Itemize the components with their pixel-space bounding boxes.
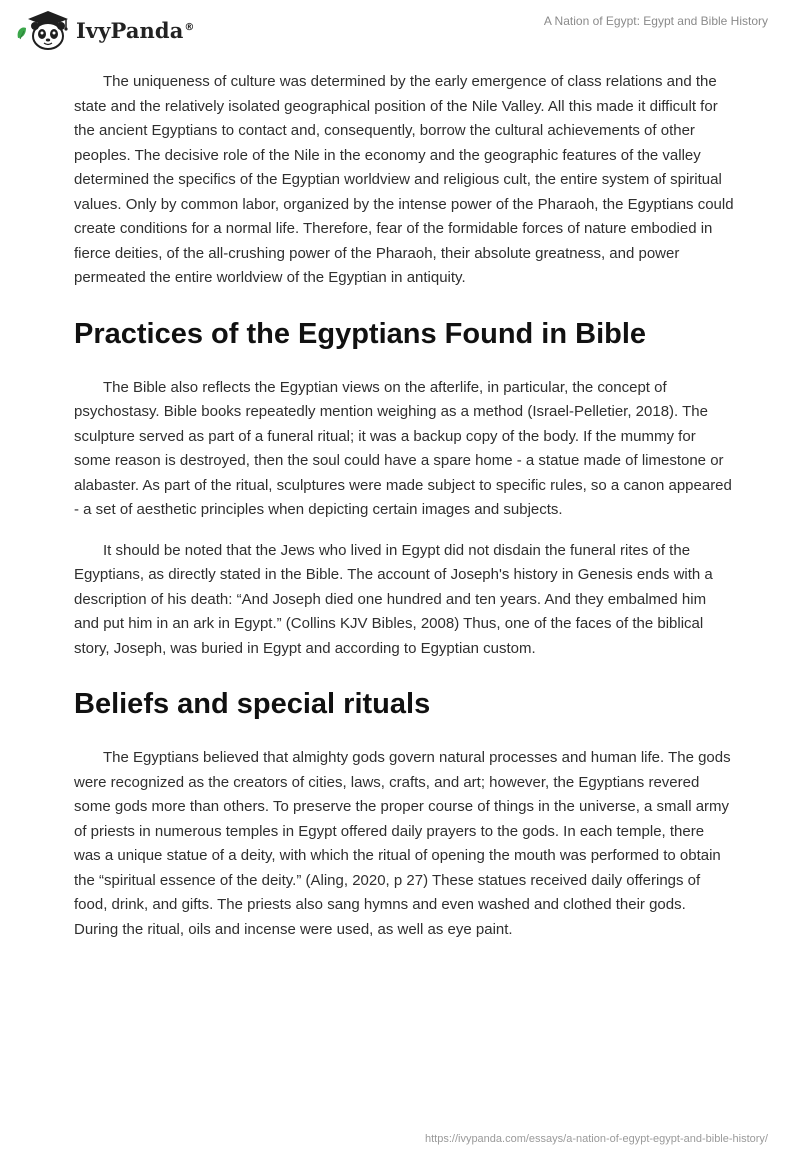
- panda-graduate-icon: [14, 8, 72, 52]
- body-paragraph: The Bible also reflects the Egyptian views on the afterlife, in particular, the concept of psychostasy. Bible books repeatedly mention weighing as a method (Israel-Pelletier, 2018). The sculpture served as part of a funeral ritual; it was a backup copy of the body. If the mummy for some reason is destroyed, then the soul could have a spare home - a statue made of limestone or alabaster. As part of the ritual, sculptures were made subject to specific rules, so a canon appeared - a set of aesthetic principles when depicting certain images and subjects.: [74, 378, 732, 518]
- section-heading-practices: Practices of the Egyptians Found in Bible: [74, 317, 647, 350]
- brand-name: IvyPanda®: [76, 17, 195, 43]
- body-paragraph: The Egyptians believed that almighty gods govern natural processes and human life. The gods were recognized as the creators of cities, laws, crafts, and art; however, the Egyptians revered some gods more than others. To preserve the proper course of things in the universe, a small army of priests in numerous temples in Egypt offered daily prayers to the gods. In each temple, there was a unique statue of a deity, with which the ritual of opening the mouth was performed to obtain the “spiritual essence of the deity.” (Aling, 2020, p 27) These statues received daily offerings of food, drink, and gifts. The priests also sang hymns and even washed and clothed their gods. During the ritual, oils and incense were used, as well as eye paint.: [74, 749, 731, 938]
- page-header: [0, 0, 800, 64]
- section-heading-beliefs: Beliefs and special rituals: [74, 688, 431, 720]
- ivypanda-logo[interactable]: [14, 8, 195, 52]
- document-title: A Nation of Egypt: Egypt and Bible History: [543, 14, 768, 28]
- body-paragraph: It should be noted that the Jews who lived in Egypt did not disdain the funeral rites of the Egyptians, as directly stated in the Bible. The account of Joseph's history in Genesis ends with a description of his death: “And Joseph died one hundred and ten years. And they embalmed him and put him in an ark in Egypt.” (Collins KJV Bibles, 2008) Thus, one of the faces of the biblical story, Joseph, was buried in Egypt and according to Egyptian custom.: [74, 541, 713, 657]
- intro-paragraph: The uniqueness of culture was determined by the early emergence of class relations and the state and the relatively isolated geographical position of the Nile Valley. All this made it difficult for the ancient Egyptians to contact and, consequently, borrow the cultural achievements of other peoples. The decisive role of the Nile in the economy and the geographic features of the valley determined the specifics of the Egyptian worldview and religious cult, the entire system of spiritual values. Only by common labor, organized by the intense power of the Pharaoh, the Egyptians could create conditions for a normal life. Therefore, fear of the formidable forces of nature embodied in fierce deities, of the all-crushing power of the Pharaoh, their absolute greatness, and power permeated the entire worldview of the Egyptian in antiquity.: [74, 73, 734, 286]
- essay-content: [74, 70, 734, 958]
- source-url[interactable]: https://ivypanda.com/essays/a-nation-of-egypt-egypt-and-bible-history/: [424, 1133, 768, 1145]
